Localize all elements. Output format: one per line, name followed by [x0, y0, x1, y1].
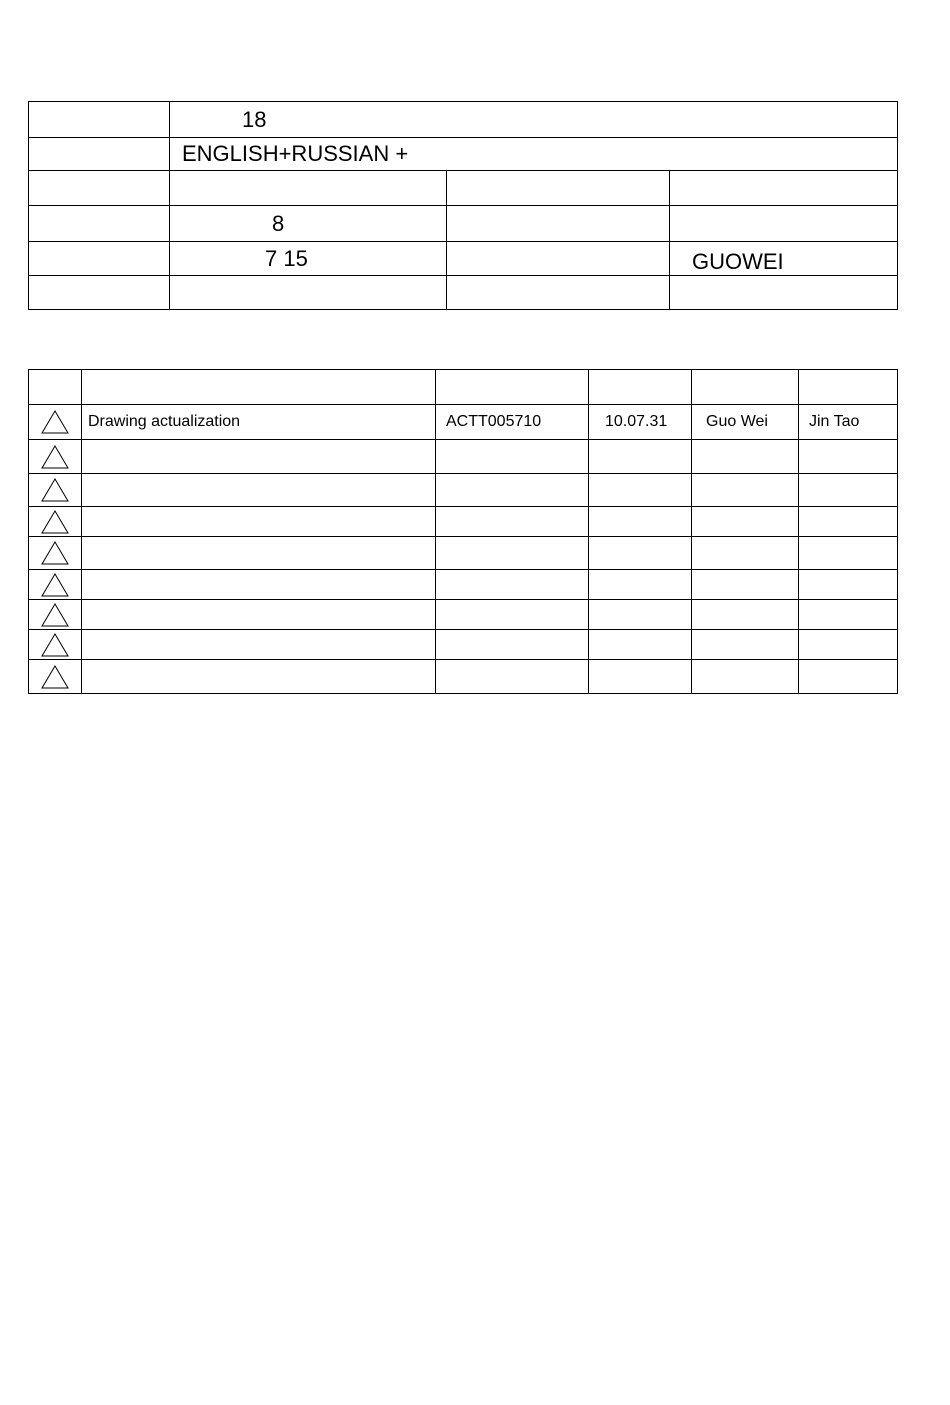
spec-cell	[29, 242, 170, 276]
revision-row	[29, 474, 898, 507]
spec-cell	[170, 276, 447, 310]
revision-description	[82, 440, 436, 474]
revision-by	[692, 660, 799, 694]
spec-label-cell	[29, 102, 170, 138]
revision-marker-cell	[29, 600, 82, 630]
revision-number: ACTT005710	[436, 405, 589, 440]
revision-triangle-icon	[41, 510, 69, 534]
revision-number	[436, 474, 589, 507]
revision-triangle-icon	[41, 573, 69, 597]
revision-description	[82, 570, 436, 600]
revision-marker-cell	[29, 660, 82, 694]
header-cell	[692, 370, 799, 405]
revision-row	[29, 537, 898, 570]
revision-triangle-icon	[41, 445, 69, 469]
language-value: ENGLISH+RUSSIAN +	[170, 138, 898, 171]
revision-description	[82, 600, 436, 630]
revision-triangle-icon	[41, 541, 69, 565]
revision-rows	[29, 405, 898, 694]
revision-by	[692, 570, 799, 600]
spec-cell	[29, 171, 170, 206]
revision-marker-cell	[29, 474, 82, 507]
revision-row	[29, 660, 898, 694]
spec-cell	[29, 206, 170, 242]
revision-by	[692, 474, 799, 507]
revision-triangle-icon	[41, 603, 69, 627]
revision-description	[82, 660, 436, 694]
revision-description	[82, 507, 436, 537]
header-cell	[82, 370, 436, 405]
revision-checked	[799, 507, 898, 537]
header-cell	[29, 370, 82, 405]
spec-cell	[447, 242, 670, 276]
revision-checked	[799, 660, 898, 694]
header-cell	[589, 370, 692, 405]
revision-triangle-icon	[41, 633, 69, 657]
spec-cell	[670, 171, 898, 206]
header-cell	[799, 370, 898, 405]
revision-number	[436, 507, 589, 537]
revision-number	[436, 600, 589, 630]
revision-marker-cell	[29, 440, 82, 474]
revision-checked	[799, 440, 898, 474]
spec-row-pages	[29, 102, 898, 138]
revision-row	[29, 440, 898, 474]
revision-description	[82, 537, 436, 570]
spec-cell	[447, 206, 670, 242]
revision-row	[29, 630, 898, 660]
spec-cell	[447, 171, 670, 206]
spec-label-cell	[29, 138, 170, 171]
revision-number	[436, 660, 589, 694]
revision-by	[692, 600, 799, 630]
revision-checked	[799, 630, 898, 660]
spec-cell	[29, 276, 170, 310]
revision-row	[29, 600, 898, 630]
revision-table	[28, 369, 898, 694]
spec-table	[28, 101, 898, 310]
revision-description	[82, 630, 436, 660]
revision-date	[589, 630, 692, 660]
spec-row-blank	[29, 171, 898, 206]
revision-marker-cell	[29, 537, 82, 570]
revision-row	[29, 570, 898, 600]
designer-value: GUOWEI	[670, 242, 898, 276]
spec-cell	[447, 276, 670, 310]
revision-checked	[799, 600, 898, 630]
spec-row-language	[29, 138, 898, 171]
revision-date	[589, 474, 692, 507]
date-value: 7 15	[170, 242, 447, 276]
size-value: 8	[170, 206, 447, 242]
revision-by	[692, 537, 799, 570]
header-cell	[436, 370, 589, 405]
revision-triangle-icon	[41, 478, 69, 502]
revision-by: Guo Wei	[692, 405, 799, 440]
revision-checked	[799, 474, 898, 507]
revision-marker-cell	[29, 507, 82, 537]
revision-row	[29, 405, 898, 440]
revision-checked	[799, 570, 898, 600]
spec-cell	[170, 171, 447, 206]
revision-checked: Jin Tao	[799, 405, 898, 440]
revision-date	[589, 660, 692, 694]
revision-marker-cell	[29, 405, 82, 440]
revision-marker-cell	[29, 570, 82, 600]
spec-row-date	[29, 242, 898, 276]
revision-description: Drawing actualization	[82, 405, 436, 440]
revision-date	[589, 440, 692, 474]
revision-date	[589, 570, 692, 600]
revision-marker-cell	[29, 630, 82, 660]
revision-date	[589, 600, 692, 630]
revision-header-row	[29, 370, 898, 405]
revision-by	[692, 630, 799, 660]
spec-cell	[670, 276, 898, 310]
revision-triangle-icon	[41, 665, 69, 689]
revision-number	[436, 537, 589, 570]
spec-cell	[670, 206, 898, 242]
revision-date	[589, 537, 692, 570]
revision-number	[436, 440, 589, 474]
revision-row	[29, 507, 898, 537]
revision-number	[436, 570, 589, 600]
revision-triangle-icon	[41, 410, 69, 434]
revision-date: 10.07.31	[589, 405, 692, 440]
revision-date	[589, 507, 692, 537]
revision-by	[692, 440, 799, 474]
revision-by	[692, 507, 799, 537]
spec-row-blank-2	[29, 276, 898, 310]
revision-checked	[799, 537, 898, 570]
revision-number	[436, 630, 589, 660]
pages-value: 18	[170, 102, 898, 138]
spec-row-size	[29, 206, 898, 242]
revision-description	[82, 474, 436, 507]
